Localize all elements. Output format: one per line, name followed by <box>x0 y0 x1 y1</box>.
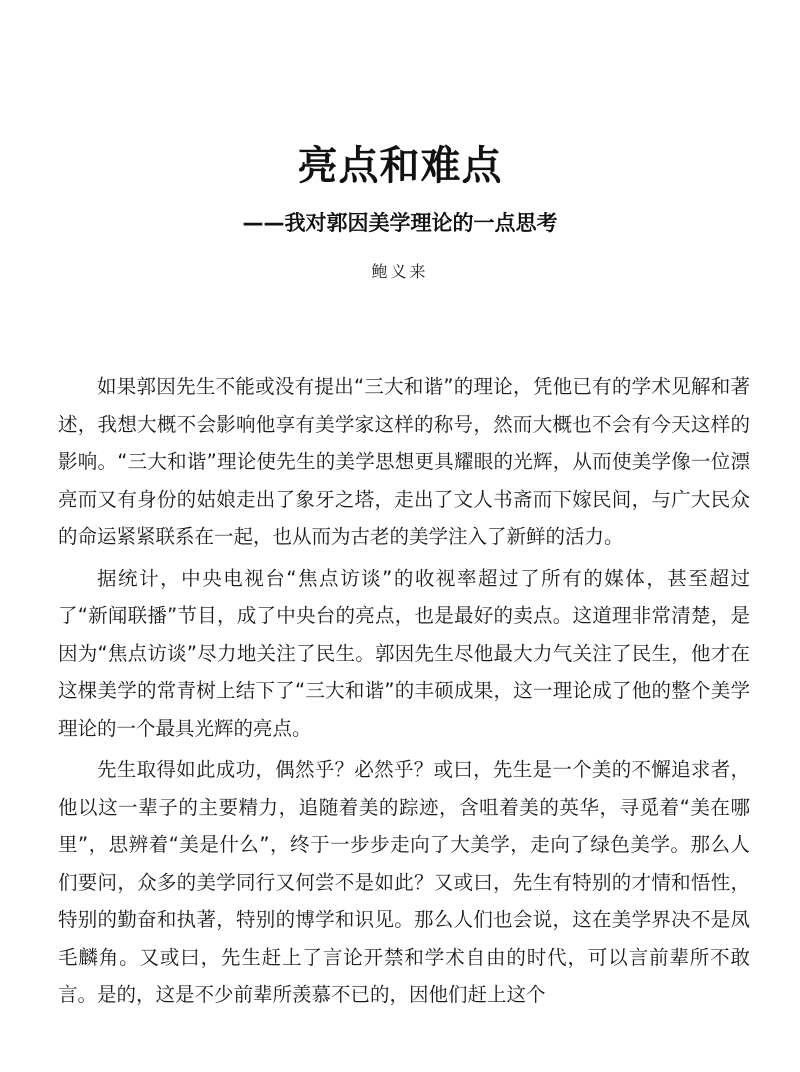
paragraph: 先生取得如此成功，偶然乎？必然乎？或曰，先生是一个美的不懈追求者，他以这一辈子的主要精力，追随着美的踪迹，含咀着美的英华，寻觅着“美在哪里”，思辨着“美是什么”，终于一步步走向了大美学，走向了绿色美学。那么人们要问，众多的美学同行又何尝不是如此？又或曰，先生有特别的才情和悟性，特别的勤奋和执著，特别的博学和识见。那么人们也会说，这在美学界决不是凤毛麟角。又或曰，先生赶上了言论开禁和学术自由的时代，可以言前辈所不敢言。是的，这是不少前辈所羡慕不已的，因他们赶上这个 <box>58 758 750 1006</box>
article-body <box>58 368 750 1018</box>
paragraph: 如果郭因先生不能或没有提出“三大和谐”的理论，凭他已有的学术见解和著述，我想大概不会影响他享有美学家这样的称号，然而大概也不会有今天这样的影响。“三大和谐”理论使先生的美学思想更具耀眼的光辉，从而使美学像一位漂亮而又有身份的姑娘走出了象牙之塔，走出了文人书斋而下嫁民间，与广大民众的命运紧紧联系在一起，也从而为古老的美学注入了新鲜的活力。 <box>58 375 750 548</box>
article-title: 亮点和难点 <box>297 142 503 189</box>
article-subtitle: ——我对郭因美学理论的一点思考 <box>242 211 558 235</box>
paragraph: 据统计，中央电视台“焦点访谈”的收视率超过了所有的媒体，甚至超过了“新闻联播”节目，成了中央台的亮点，也是最好的卖点。这道理非常清楚，是因为“焦点访谈”尽力地关注了民生。郭因先生尽他最大力气关注了民生，他才在这棵美学的常青树上结下了“三大和谐”的丰硕成果，这一理论成了他的整个美学理论的一个最具光辉的亮点。 <box>58 566 750 740</box>
article-author: 鲍义来 <box>371 262 429 281</box>
